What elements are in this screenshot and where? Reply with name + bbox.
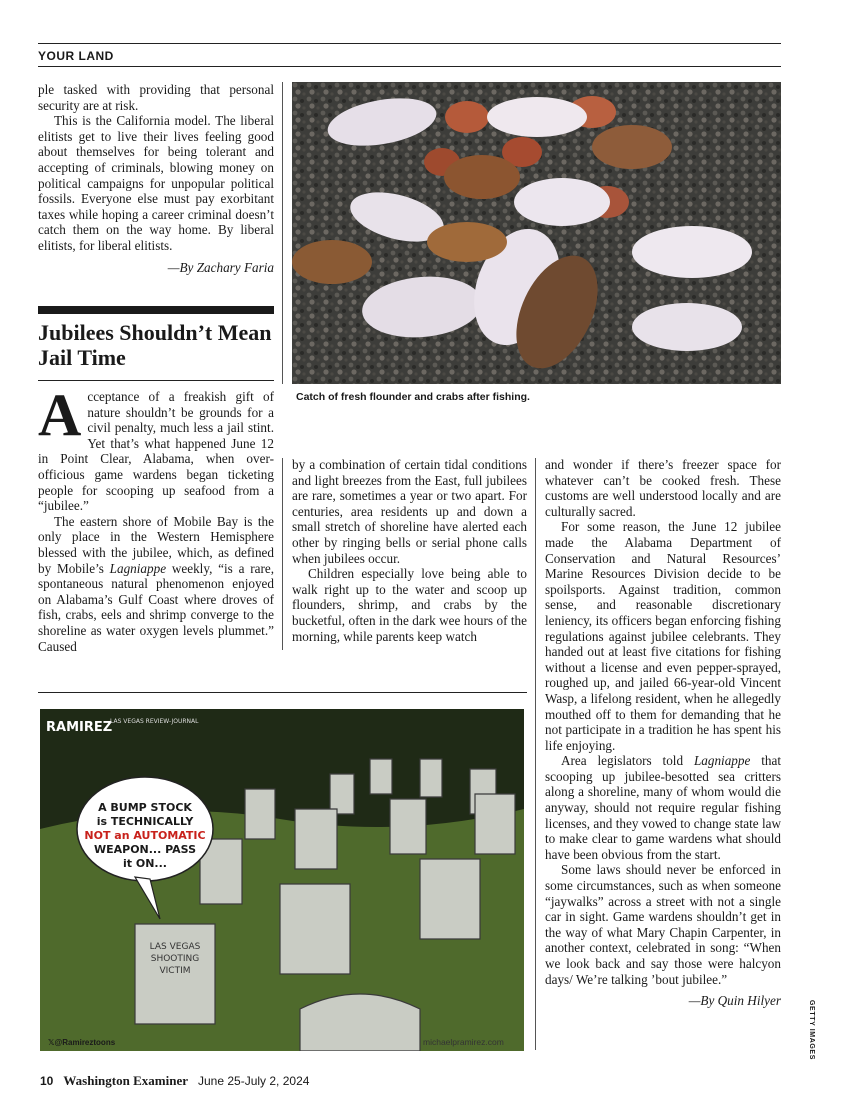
headline-underline	[38, 380, 274, 381]
article-col2-p2: Children especially love being able to walk right up to the water and scoop up flounders, shrimp, and crabs by the bucketful, often in the dark wee hours of the morning, while parents keep watch	[292, 566, 527, 644]
article-p2-a: The eastern shore of Mobile Bay is the only place in the Western Hemisphere blessed with the jubilee, which, as defined by Mobile’s	[38, 513, 274, 576]
prev-paragraph-1: ple tasked with providing that personal security are at risk.	[38, 82, 274, 113]
prev-paragraph-2: This is the California model. The liberal elitists get to live their lives feeling good about themselves for being tolerant and accepting of criminals, blowing money on political campaigns for unpopular political fossils. Everyone else must pay exorbitant taxes while hoping a career criminal doesn’t catch them on the way home. By liberal elitists, for liberal elitists.	[38, 113, 274, 253]
tombstone-text-1: LAS VEGAS	[149, 942, 201, 952]
article-col3-p3-a: Area legislators told	[561, 753, 694, 769]
cartoon-handle	[48, 1038, 115, 1047]
article-col3-p3-em: Lagniappe	[693, 753, 751, 769]
article-p2-em: Lagniappe	[109, 560, 167, 576]
prev-article	[38, 82, 274, 275]
cartoon-rule	[38, 692, 527, 693]
photo-caption: Catch of fresh flounder and crabs after fishing.	[296, 391, 530, 403]
cartoon-svg	[40, 709, 524, 1051]
article-col3-p1: and wonder if there’s freezer space for whatever can’t be cooked fresh. These customs are well understood locally and are culturally sacred.	[545, 457, 781, 519]
speech-line-3: NOT an AUTOMATIC	[84, 829, 206, 842]
speech-line-4: WEAPON... PASS	[93, 843, 197, 856]
speech-line-1: A BUMP STOCK	[98, 801, 192, 814]
page-number: 10	[40, 1074, 54, 1088]
artist-signature: RAMIREZ	[46, 720, 113, 735]
article-col2-p1: by a combination of certain tidal conditions and light breezes from the East, full jubilees are rare, sometimes a year or two apart. For centuries, area residents up and down a small stretch of shoreline have alerted each other by ringing bells or serial phone calls when jubilees occur.	[292, 457, 527, 566]
issue-date: June 25-July 2, 2024	[198, 1074, 310, 1088]
section-label: YOUR LAND	[38, 49, 114, 63]
column-divider-top	[282, 82, 283, 384]
x-icon: 𝕏	[48, 1038, 55, 1047]
column-divider-2	[535, 458, 536, 1050]
column-divider-1	[282, 458, 283, 650]
cartoon-masthead: LAS VEGAS REVIEW-JOURNAL	[110, 718, 199, 725]
article-col3-p3-b: that scooping up jubilee-besotted sea critters along a shoreline, many of whom would die anyway, should not require regular fishing licenses, and they vowed to change state law to make clear to game wardens what should have been obvious from the start.	[545, 753, 781, 862]
tombstone-text-3: VICTIM	[159, 966, 191, 976]
top-rule	[38, 43, 528, 44]
tombstone-text-2: SHOOTING	[150, 954, 200, 964]
flounder-photo-svg	[292, 82, 781, 384]
editorial-cartoon	[40, 709, 524, 1051]
article-column-3	[545, 457, 781, 1009]
page-footer	[40, 1073, 309, 1089]
article-col3-p2: For some reason, the June 12 jubilee made the Alabama Department of Conservation and Natural Resources’ Marine Resources Division decide to be spoilsports. Against tradition, common sense, and reasonable discretionary leniency, its officers began enforcing fishing regulations against jubilee celebrants. They handed out at least five citations for fishing without a license and even pepper-sprayed, roughed up, and jailed 66-year-old Vincent Wasp, a lifelong resident, when he allegedly mouthed off to them for demanding that he not participate in a tradition he has spent his life enjoying.	[545, 519, 781, 753]
dropcap: A	[38, 382, 82, 448]
headline: Jubilees Shouldn’t Mean Jail Time	[38, 320, 272, 370]
headline-bar	[38, 306, 274, 314]
cartoon-site: michaelpramirez.com	[423, 1037, 504, 1047]
article-col3-p4: Some laws should never be enforced in some circumstances, such as when someone “jaywalks” across a street with not a single car in sight. Game wardens shouldn’t get in the way of what Mary Chapin Carpenter, in another context, celebrated in song: “When we look back and say those were halcyon days/ We’re talking ’bout jubilee.”	[545, 862, 781, 987]
flounder-photo	[292, 82, 781, 384]
article-p2-b: weekly, “is a rare, spontaneous natural phenomenon enjoyed on Alabama’s Gulf Coast where droves of fish, crabs, eels and shrimp converge to the shoreline as water oxygen levels plummet.” Caused	[38, 560, 274, 654]
prev-signature: —By Zachary Faria	[167, 259, 274, 275]
article-column-1	[38, 382, 274, 654]
photo-credit: GETTY IMAGES	[808, 1000, 815, 1060]
speech-line-2: is TECHNICALLY	[96, 815, 194, 828]
publication-name: Washington Examiner	[63, 1073, 188, 1088]
section-rule	[38, 66, 781, 67]
article-lead: cceptance of a freakish gift of nature shouldn’t be grounds for a civil penalty, much less a jail stint. Yet that’s what happened June 12 in Point Clear, Alabama, when over-officious game wardens began ticketing people for scooping up seafood from a “jubilee.”	[38, 389, 274, 514]
article-signature: —By Quin Hilyer	[688, 993, 781, 1009]
speech-line-5: it ON...	[123, 857, 167, 870]
article-column-2	[292, 457, 527, 644]
top-rule-right	[528, 43, 781, 44]
cartoon-handle-text: @Ramireztoons	[54, 1038, 116, 1047]
